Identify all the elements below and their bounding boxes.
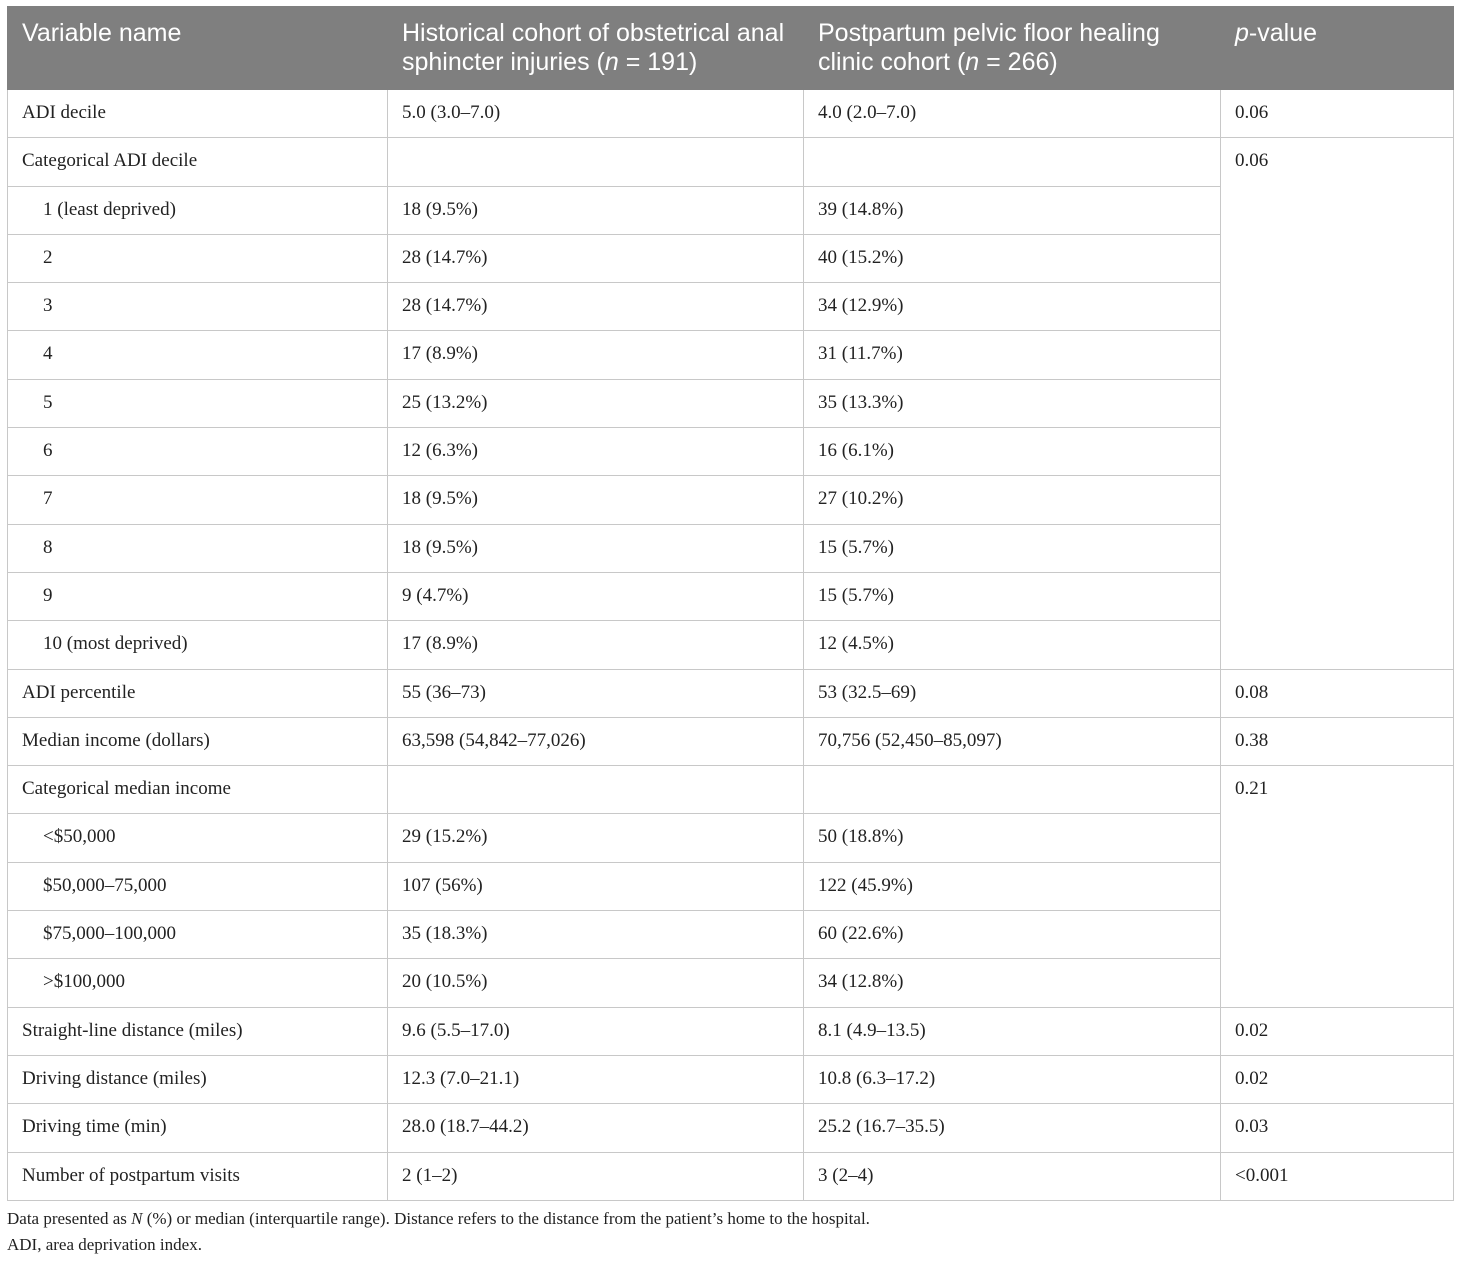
header-historical-cohort: Historical cohort of obstetrical anal sphincter injuries (n = 191) bbox=[388, 7, 804, 90]
cell-clinic bbox=[804, 138, 1221, 186]
cell-historical: 12 (6.3%) bbox=[388, 428, 804, 476]
table-row bbox=[8, 234, 1454, 282]
cell-p-value bbox=[1221, 572, 1454, 620]
cell-p-value: 0.08 bbox=[1221, 669, 1454, 717]
table-row bbox=[8, 90, 1454, 138]
table-row bbox=[8, 379, 1454, 427]
cell-variable: 2 bbox=[8, 234, 388, 282]
cell-historical: 35 (18.3%) bbox=[388, 911, 804, 959]
cell-historical: 28 (14.7%) bbox=[388, 234, 804, 282]
cell-variable: Driving distance (miles) bbox=[8, 1055, 388, 1103]
cell-p-value bbox=[1221, 862, 1454, 910]
cell-historical: 107 (56%) bbox=[388, 862, 804, 910]
cell-p-value bbox=[1221, 476, 1454, 524]
cell-historical: 28.0 (18.7–44.2) bbox=[388, 1104, 804, 1152]
table-row bbox=[8, 862, 1454, 910]
cell-p-value: 0.02 bbox=[1221, 1007, 1454, 1055]
table-row bbox=[8, 669, 1454, 717]
cell-p-value: 0.03 bbox=[1221, 1104, 1454, 1152]
header-row bbox=[8, 7, 1454, 90]
cell-variable: $75,000–100,000 bbox=[8, 911, 388, 959]
cell-historical: 63,598 (54,842–77,026) bbox=[388, 717, 804, 765]
cell-historical: 20 (10.5%) bbox=[388, 959, 804, 1007]
cell-historical: 28 (14.7%) bbox=[388, 283, 804, 331]
table-row bbox=[8, 959, 1454, 1007]
cell-clinic: 15 (5.7%) bbox=[804, 572, 1221, 620]
cell-variable: 6 bbox=[8, 428, 388, 476]
header-p-value: p-value bbox=[1221, 7, 1454, 90]
table-row bbox=[8, 1007, 1454, 1055]
table-row bbox=[8, 766, 1454, 814]
cell-variable: >$100,000 bbox=[8, 959, 388, 1007]
cell-historical: 9 (4.7%) bbox=[388, 572, 804, 620]
cell-clinic: 25.2 (16.7–35.5) bbox=[804, 1104, 1221, 1152]
cell-p-value: 0.21 bbox=[1221, 766, 1454, 814]
cell-p-value bbox=[1221, 959, 1454, 1007]
cell-p-value bbox=[1221, 621, 1454, 669]
cell-clinic: 10.8 (6.3–17.2) bbox=[804, 1055, 1221, 1103]
cell-p-value bbox=[1221, 234, 1454, 282]
cell-clinic: 4.0 (2.0–7.0) bbox=[804, 90, 1221, 138]
cell-p-value bbox=[1221, 283, 1454, 331]
cell-p-value bbox=[1221, 331, 1454, 379]
cell-variable: ADI percentile bbox=[8, 669, 388, 717]
cell-variable: Number of postpartum visits bbox=[8, 1152, 388, 1200]
cell-historical: 9.6 (5.5–17.0) bbox=[388, 1007, 804, 1055]
cell-clinic: 60 (22.6%) bbox=[804, 911, 1221, 959]
cell-clinic: 70,756 (52,450–85,097) bbox=[804, 717, 1221, 765]
cell-p-value: 0.02 bbox=[1221, 1055, 1454, 1103]
cell-historical: 5.0 (3.0–7.0) bbox=[388, 90, 804, 138]
footnote-adi-definition: ADI, area deprivation index. bbox=[7, 1235, 202, 1254]
cell-p-value: <0.001 bbox=[1221, 1152, 1454, 1200]
cell-clinic: 3 (2–4) bbox=[804, 1152, 1221, 1200]
cell-variable: 1 (least deprived) bbox=[8, 186, 388, 234]
table-row bbox=[8, 911, 1454, 959]
cell-clinic: 50 (18.8%) bbox=[804, 814, 1221, 862]
cell-variable: Categorical ADI decile bbox=[8, 138, 388, 186]
cell-historical: 25 (13.2%) bbox=[388, 379, 804, 427]
cell-variable: Categorical median income bbox=[8, 766, 388, 814]
cell-historical: 29 (15.2%) bbox=[388, 814, 804, 862]
header-variable-name: Variable name bbox=[8, 7, 388, 90]
cell-p-value bbox=[1221, 379, 1454, 427]
cell-clinic: 40 (15.2%) bbox=[804, 234, 1221, 282]
cell-clinic: 34 (12.9%) bbox=[804, 283, 1221, 331]
cell-p-value: 0.06 bbox=[1221, 90, 1454, 138]
cell-variable: 9 bbox=[8, 572, 388, 620]
table-row bbox=[8, 1055, 1454, 1103]
table-row bbox=[8, 572, 1454, 620]
cell-historical: 17 (8.9%) bbox=[388, 331, 804, 379]
cell-historical bbox=[388, 766, 804, 814]
cell-p-value bbox=[1221, 524, 1454, 572]
cell-clinic: 53 (32.5–69) bbox=[804, 669, 1221, 717]
cell-clinic bbox=[804, 766, 1221, 814]
cell-variable: 3 bbox=[8, 283, 388, 331]
table-row bbox=[8, 1152, 1454, 1200]
cell-variable: $50,000–75,000 bbox=[8, 862, 388, 910]
table-row bbox=[8, 814, 1454, 862]
cell-historical: 18 (9.5%) bbox=[388, 524, 804, 572]
table-row bbox=[8, 283, 1454, 331]
cell-historical: 18 (9.5%) bbox=[388, 476, 804, 524]
cell-historical: 17 (8.9%) bbox=[388, 621, 804, 669]
cell-variable: 4 bbox=[8, 331, 388, 379]
cell-variable: 7 bbox=[8, 476, 388, 524]
cell-historical: 18 (9.5%) bbox=[388, 186, 804, 234]
cell-p-value: 0.06 bbox=[1221, 138, 1454, 186]
cell-historical bbox=[388, 138, 804, 186]
cell-p-value bbox=[1221, 428, 1454, 476]
table-row bbox=[8, 138, 1454, 186]
cell-variable: Median income (dollars) bbox=[8, 717, 388, 765]
cell-variable: <$50,000 bbox=[8, 814, 388, 862]
table-row bbox=[8, 1104, 1454, 1152]
cell-p-value bbox=[1221, 911, 1454, 959]
table-row bbox=[8, 524, 1454, 572]
cell-clinic: 35 (13.3%) bbox=[804, 379, 1221, 427]
cell-clinic: 122 (45.9%) bbox=[804, 862, 1221, 910]
footnote-abbreviations-data: Data presented as N (%) or median (interquartile range). Distance refers to the distance from the patient’s home to the hospital. bbox=[7, 1209, 870, 1228]
cell-clinic: 8.1 (4.9–13.5) bbox=[804, 1007, 1221, 1055]
cell-clinic: 15 (5.7%) bbox=[804, 524, 1221, 572]
cell-historical: 2 (1–2) bbox=[388, 1152, 804, 1200]
cell-clinic: 39 (14.8%) bbox=[804, 186, 1221, 234]
cell-variable: ADI decile bbox=[8, 90, 388, 138]
cell-variable: Straight-line distance (miles) bbox=[8, 1007, 388, 1055]
table-row bbox=[8, 476, 1454, 524]
cell-variable: 8 bbox=[8, 524, 388, 572]
cell-variable: 10 (most deprived) bbox=[8, 621, 388, 669]
cell-clinic: 16 (6.1%) bbox=[804, 428, 1221, 476]
header-clinic-cohort: Postpartum pelvic floor healing clinic cohort (n = 266) bbox=[804, 7, 1221, 90]
table-row bbox=[8, 717, 1454, 765]
data-table bbox=[7, 6, 1454, 1201]
cell-clinic: 27 (10.2%) bbox=[804, 476, 1221, 524]
table-row bbox=[8, 428, 1454, 476]
table-row bbox=[8, 621, 1454, 669]
cell-historical: 12.3 (7.0–21.1) bbox=[388, 1055, 804, 1103]
cell-variable: Driving time (min) bbox=[8, 1104, 388, 1152]
table-row bbox=[8, 331, 1454, 379]
cell-p-value bbox=[1221, 814, 1454, 862]
cell-p-value bbox=[1221, 186, 1454, 234]
table-row bbox=[8, 186, 1454, 234]
cell-variable: 5 bbox=[8, 379, 388, 427]
cell-clinic: 12 (4.5%) bbox=[804, 621, 1221, 669]
cell-historical: 55 (36–73) bbox=[388, 669, 804, 717]
cell-clinic: 31 (11.7%) bbox=[804, 331, 1221, 379]
cell-p-value: 0.38 bbox=[1221, 717, 1454, 765]
cell-clinic: 34 (12.8%) bbox=[804, 959, 1221, 1007]
